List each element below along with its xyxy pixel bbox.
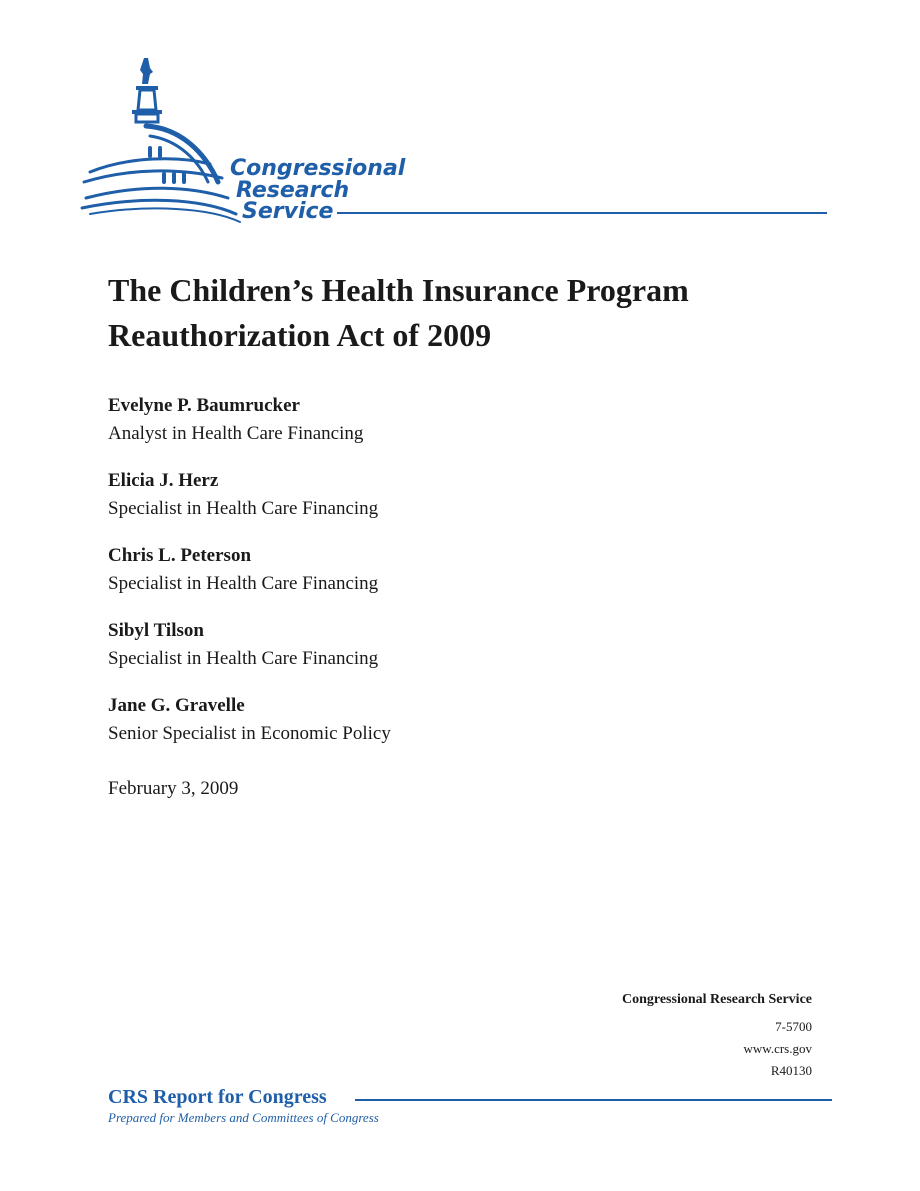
crs-org-name: Congressional Research Service (621, 992, 812, 1007)
footer-rule (355, 1099, 832, 1101)
report-footer (108, 1085, 832, 1127)
crs-website-link[interactable]: www.crs.gov (743, 1041, 812, 1056)
author-role: Specialist in Health Care Financing (108, 573, 379, 594)
author-name: Evelyne P. Baumrucker (108, 395, 300, 416)
author-name: Sibyl Tilson (108, 620, 204, 641)
author-entry (108, 467, 708, 542)
logo-line-service: Service (242, 199, 334, 224)
author-name: Elicia J. Herz (108, 470, 219, 491)
author-entry (108, 617, 708, 692)
author-list (108, 392, 708, 767)
report-title-line-2: Reauthorization Act of 2009 (108, 317, 492, 353)
author-role: Specialist in Health Care Financing (108, 648, 379, 669)
logo-rule (337, 212, 827, 214)
report-date: February 3, 2009 (108, 778, 239, 799)
author-name: Jane G. Gravelle (108, 695, 245, 716)
author-entry (108, 392, 708, 467)
report-title-line-1: The Children’s Health Insurance Program (108, 272, 689, 308)
report-title (108, 268, 828, 358)
author-name: Chris L. Peterson (108, 545, 252, 566)
author-entry (108, 542, 708, 617)
author-role: Senior Specialist in Economic Policy (108, 723, 391, 744)
author-entry (108, 692, 708, 767)
footer-title: CRS Report for Congress (108, 1086, 327, 1108)
author-role: Specialist in Health Care Financing (108, 498, 379, 519)
capitol-dome-icon (80, 52, 840, 227)
crs-phone: 7-5700 (775, 1019, 812, 1034)
logo-line-congressional: Congressional (230, 156, 406, 181)
footer-subtitle: Prepared for Members and Committees of Congress (108, 1110, 379, 1125)
crs-report-number: R40130 (770, 1063, 812, 1078)
author-role: Analyst in Health Care Financing (108, 423, 364, 444)
logo-line-research: Research (236, 178, 350, 203)
crs-info-block (622, 990, 812, 1082)
